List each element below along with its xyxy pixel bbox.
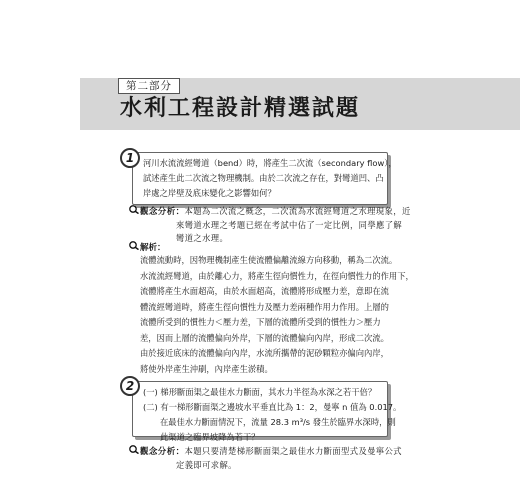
question-1-box — [132, 152, 397, 205]
part-label: 第二部分 — [118, 78, 180, 94]
question-1-line: 岸處之岸壁及底床變化之影響如何？ — [143, 188, 276, 198]
analysis-text: 彎道之水理。 — [176, 233, 229, 243]
page-title: 水利工程設計精選試題 — [120, 96, 361, 121]
solution-line: 由於接近底床的流體偏向內岸，水流所攜帶的泥砂顆粒亦偏向內岸， — [140, 348, 389, 358]
question-2-line: (二) 有一梯形斷面渠之邊坡水平垂直比為 1：2，曼寧 n 值為 0.017。 — [143, 402, 402, 412]
analysis-text: 定義即可求解。 — [176, 460, 237, 470]
question-2-box — [132, 381, 402, 442]
question-1-concept-analysis — [128, 205, 411, 245]
analysis-text: 本題為二次流之概念，二次流為水流經彎道之水理現象，近 — [184, 206, 411, 216]
magnifier-icon — [128, 205, 140, 218]
question-1-number: 1 — [120, 148, 140, 168]
solution-label: 解析： — [140, 243, 166, 253]
solution-line: 水流流經彎道，由於離心力，將產生徑向慣性力，在徑向慣性力的作用下， — [140, 270, 414, 281]
concept-analysis-label: 觀念分析： — [140, 447, 185, 457]
question-2-number: 2 — [120, 376, 140, 396]
magnifier-icon — [128, 241, 140, 254]
question-2-concept-analysis — [128, 445, 402, 472]
analysis-text: 來彎道水理之考題已經在考試中佔了一定比例，同學應了解 — [176, 220, 403, 230]
magnifier-icon — [128, 445, 140, 458]
question-1-line: 試述產生此二次流之物理機制。由於二次流之存在，對彎道凹、凸 — [143, 173, 384, 183]
solution-line: 流體所受到的慣性力＜壓力差，下層的流體所受到的慣性力＞壓力 — [140, 317, 381, 327]
question-1-line: 河川水流流經彎道（bend）時，將產生二次流（secondary flow）， — [143, 158, 397, 168]
question-2-line: 在最佳水力斷面情況下，流量 28.3 m³/s 發生於臨界水深時，則 — [160, 417, 396, 427]
concept-analysis-label: 觀念分析： — [140, 207, 185, 217]
question-2-line: 此渠道之臨界坡降為若干？ — [160, 432, 260, 442]
solution-line: 差，因而上層的流體偏向外岸，下層的流體偏向內岸，形成二次流。 — [140, 332, 389, 343]
solution-line: 將使外岸產生沖刷，內岸產生淤積。 — [140, 363, 273, 374]
question-1-solution — [140, 253, 414, 377]
analysis-text: 本題只要清楚梯形斷面渠之最佳水力斷面型式及曼寧公式 — [184, 446, 402, 456]
question-2-line: (一) 梯形斷面渠之最佳水力斷面，其水力半徑為水深之若干倍？ — [143, 387, 377, 397]
solution-line: 體流經彎道時，將產生徑向慣性力及壓力差兩種作用力作用。上層的 — [140, 301, 389, 312]
solution-line: 流體流動時，因物理機制產生使流體偏離流線方向移動，稱為二次流。 — [140, 255, 398, 265]
solution-line: 流體將產生水面超高，由於水面超高，流體將形成壓力差，意即在流 — [140, 286, 389, 296]
